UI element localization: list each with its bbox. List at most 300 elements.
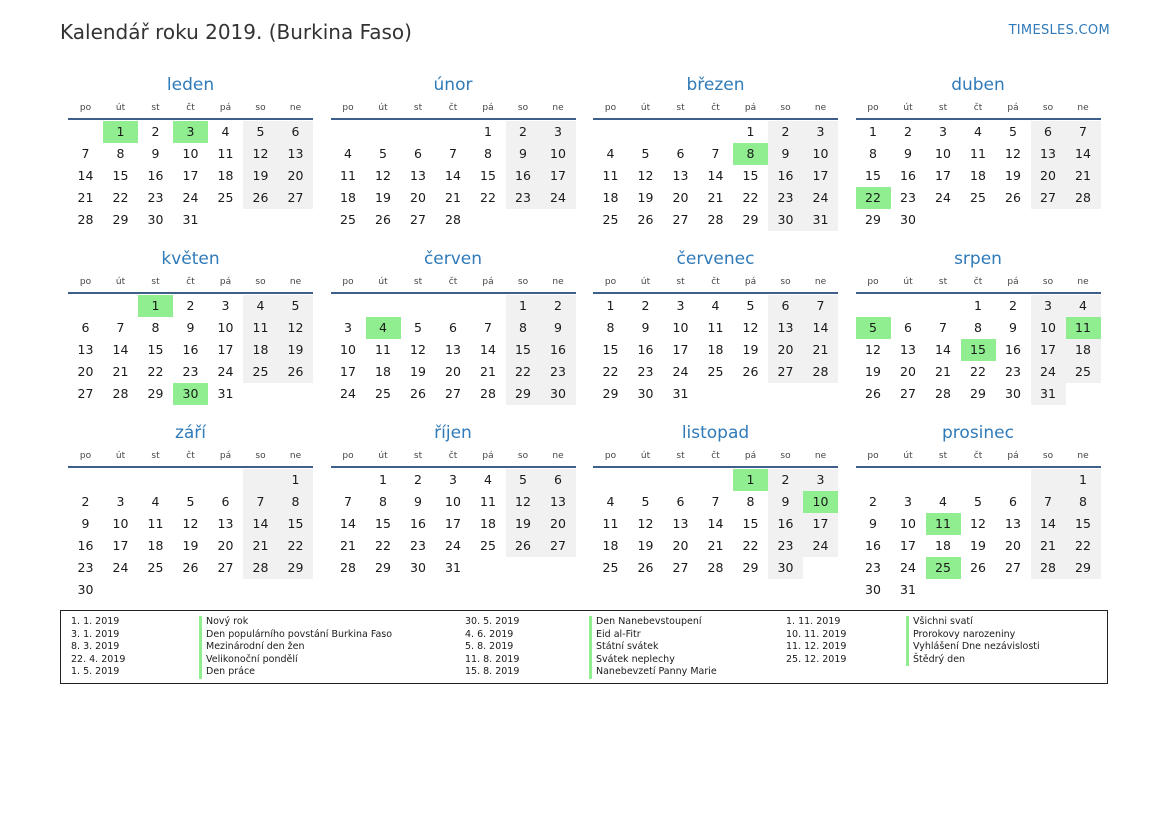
day-cell: 30: [865, 582, 881, 597]
day-cell: 7: [803, 295, 838, 317]
day-grid: [68, 120, 313, 231]
legend-holiday-name: Státní svátek: [589, 641, 717, 654]
empty-cell: [401, 121, 436, 143]
day-cell: 14: [935, 342, 951, 357]
weekday-label: po: [867, 277, 879, 287]
day-cell: 24: [340, 386, 356, 401]
day-cell: 7: [484, 320, 492, 335]
day-cell: 22: [742, 538, 759, 553]
empty-cell: [366, 295, 401, 317]
weekday-label: po: [79, 451, 92, 461]
day-cell: 30: [637, 386, 654, 401]
weekday-label: ne: [1077, 451, 1089, 461]
day-cell: 26: [243, 187, 278, 209]
empty-cell: [103, 469, 138, 491]
day-cell: 23: [1005, 364, 1021, 379]
empty-cell: [278, 579, 313, 601]
day-cell: 16: [147, 168, 164, 183]
day-cell: 14: [803, 317, 838, 339]
day-cell: 10: [541, 143, 576, 165]
legend-date: 15. 8. 2019: [465, 666, 520, 678]
weekday-label: čt: [448, 103, 458, 113]
day-cell: 15: [742, 516, 759, 531]
day-cell: 22: [375, 538, 391, 553]
day-cell: 2: [641, 298, 650, 313]
legend-date: 1. 11. 2019: [786, 616, 841, 627]
day-cell: 4: [151, 494, 160, 509]
weekday-label: so: [1042, 103, 1054, 113]
day-cell: 12: [375, 168, 391, 183]
weekday-label: út: [378, 103, 388, 113]
day-cell: 19: [182, 538, 199, 553]
day-grid: [331, 468, 576, 579]
weekday-label: pá: [744, 277, 757, 287]
weekday-label: st: [676, 451, 685, 461]
day-cell: 19: [637, 190, 654, 205]
day-cell: 3: [116, 494, 125, 509]
day-cell: 29: [970, 386, 986, 401]
day-cell: 16: [182, 342, 199, 357]
empty-cell: [663, 121, 698, 143]
day-cell: 15: [112, 168, 129, 183]
empty-cell: [208, 579, 243, 601]
day-cell: 20: [672, 190, 689, 205]
day-cell: 20: [900, 364, 916, 379]
month-name: červenec: [676, 249, 755, 269]
day-cell: 1: [484, 124, 492, 139]
day-cell: 29: [112, 212, 129, 227]
day-cell: 19: [375, 190, 391, 205]
weekday-label: čt: [973, 103, 983, 113]
month-duben: [856, 72, 1101, 246]
day-cell: 22: [1066, 535, 1101, 557]
day-cell: 20: [1031, 165, 1066, 187]
day-cell: 21: [803, 339, 838, 361]
day-cell: 22: [278, 535, 313, 557]
day-cell: 28: [1031, 557, 1066, 579]
empty-cell: [436, 295, 471, 317]
weekday-label: út: [378, 277, 388, 287]
day-cell: 15: [375, 516, 391, 531]
weekday-label: po: [867, 451, 879, 461]
day-cell: 1: [869, 124, 877, 139]
weekday-label: so: [780, 103, 791, 113]
weekday-label: po: [79, 103, 92, 113]
day-cell: 2: [1009, 298, 1017, 313]
day-cell: 12: [278, 317, 313, 339]
day-cell: 24: [900, 560, 916, 575]
empty-cell: [1031, 469, 1066, 491]
day-cell: 23: [768, 535, 803, 557]
day-cell: 26: [375, 212, 391, 227]
day-cell: 20: [1005, 538, 1021, 553]
empty-cell: [243, 469, 278, 491]
empty-cell: [436, 121, 471, 143]
day-cell: 27: [217, 560, 234, 575]
day-cell: 10: [340, 342, 356, 357]
empty-cell: [996, 469, 1031, 491]
day-cell: 24: [1031, 361, 1066, 383]
day-cell: 15: [147, 342, 164, 357]
weekday-label: po: [79, 277, 92, 287]
empty-cell: [663, 469, 698, 491]
day-cell: 6: [904, 320, 912, 335]
day-cell: 9: [81, 516, 90, 531]
day-cell: 4: [606, 494, 615, 509]
day-cell: 23: [541, 361, 576, 383]
day-cell: 5: [1009, 124, 1017, 139]
legend-holiday-name: Všichni svatí: [906, 616, 1040, 629]
day-cell: 29: [865, 212, 881, 227]
holiday-day-cell: 11: [926, 513, 961, 535]
day-cell: 20: [217, 538, 234, 553]
day-cell: 14: [77, 168, 94, 183]
weekday-header: [331, 98, 576, 120]
legend-date: 25. 12. 2019: [786, 653, 847, 665]
month-name: září: [174, 423, 207, 443]
weekday-label: čt: [973, 277, 983, 287]
weekday-label: pá: [744, 451, 757, 461]
empty-cell: [331, 469, 366, 491]
day-cell: 15: [278, 513, 313, 535]
holiday-day-cell: 4: [366, 317, 401, 339]
day-cell: 29: [1066, 557, 1101, 579]
day-cell: 24: [541, 187, 576, 209]
empty-cell: [1031, 579, 1066, 601]
day-cell: 4: [221, 124, 230, 139]
holiday-day-cell: 22: [856, 187, 891, 209]
weekday-label: čt: [186, 103, 195, 113]
weekday-label: pá: [744, 103, 757, 113]
day-cell: 10: [445, 494, 461, 509]
day-cell: 1: [278, 469, 313, 491]
day-cell: 20: [278, 165, 313, 187]
site-link[interactable]: TIMESLES.COM: [1008, 23, 1110, 38]
month-name: březen: [686, 75, 745, 95]
day-cell: 2: [768, 121, 803, 143]
day-cell: 17: [340, 364, 356, 379]
legend-date-column: [71, 616, 125, 679]
weekday-label: út: [378, 451, 388, 461]
day-cell: 25: [1066, 361, 1101, 383]
day-cell: 21: [243, 535, 278, 557]
day-cell: 12: [1005, 146, 1021, 161]
day-cell: 21: [112, 364, 129, 379]
day-cell: 24: [182, 190, 199, 205]
weekday-label: ne: [289, 451, 302, 461]
day-cell: 23: [182, 364, 199, 379]
weekday-header: [68, 98, 313, 120]
day-cell: 2: [186, 298, 195, 313]
day-cell: 8: [379, 494, 387, 509]
legend-name-column: [199, 616, 392, 679]
weekday-label: st: [938, 277, 948, 287]
day-cell: 17: [935, 168, 951, 183]
day-cell: 27: [541, 535, 576, 557]
day-grid: [856, 294, 1101, 405]
legend-holiday-name: Den populárního povstání Burkina Faso: [199, 629, 392, 642]
weekday-label: st: [151, 277, 160, 287]
day-cell: 26: [1005, 190, 1021, 205]
day-cell: 17: [217, 342, 234, 357]
day-cell: 4: [606, 146, 615, 161]
weekday-label: pá: [1007, 451, 1019, 461]
day-cell: 9: [151, 146, 160, 161]
month-prosinec: [856, 420, 1101, 597]
legend-holiday-name: Nový rok: [199, 616, 392, 629]
empty-cell: [961, 469, 996, 491]
day-cell: 17: [112, 538, 129, 553]
empty-cell: [173, 579, 208, 601]
day-cell: 28: [707, 560, 724, 575]
day-cell: 7: [344, 494, 352, 509]
month-červenec: [593, 246, 838, 420]
legend-date: 10. 11. 2019: [786, 628, 847, 640]
day-cell: 4: [344, 146, 352, 161]
day-cell: 7: [449, 146, 457, 161]
month-květen: [68, 246, 313, 420]
legend-date: 1. 1. 2019: [71, 616, 120, 627]
legend-date: 11. 8. 2019: [465, 653, 520, 665]
day-cell: 18: [970, 168, 986, 183]
empty-cell: [138, 579, 173, 601]
empty-cell: [471, 557, 506, 579]
day-cell: 15: [480, 168, 496, 183]
day-cell: 14: [112, 342, 129, 357]
day-cell: 21: [445, 190, 461, 205]
day-cell: 16: [77, 538, 94, 553]
day-cell: 27: [768, 361, 803, 383]
empty-cell: [278, 383, 313, 405]
month-name: srpen: [954, 249, 1002, 269]
day-cell: 9: [869, 516, 877, 531]
day-cell: 12: [637, 168, 654, 183]
day-cell: 14: [243, 513, 278, 535]
day-cell: 5: [641, 146, 650, 161]
day-cell: 18: [602, 538, 619, 553]
legend-holiday-name: Eid al-Fitr: [589, 629, 717, 642]
day-cell: 29: [742, 560, 759, 575]
legend-holiday-name: Den Nanebevstoupení: [589, 616, 717, 629]
day-cell: 25: [375, 386, 391, 401]
day-cell: 26: [637, 560, 654, 575]
day-cell: 9: [641, 320, 650, 335]
day-cell: 12: [865, 342, 881, 357]
empty-cell: [1066, 383, 1101, 405]
day-cell: 1: [606, 298, 615, 313]
day-cell: 12: [506, 491, 541, 513]
weekday-label: pá: [219, 103, 232, 113]
weekday-label: út: [115, 451, 126, 461]
weekday-label: st: [151, 103, 160, 113]
month-name: květen: [161, 249, 220, 269]
day-cell: 30: [77, 582, 94, 597]
month-leden: [68, 72, 313, 246]
day-cell: 24: [803, 535, 838, 557]
day-cell: 16: [900, 168, 916, 183]
day-grid: [593, 294, 838, 405]
day-cell: 25: [602, 212, 619, 227]
day-cell: 29: [278, 557, 313, 579]
day-grid: [856, 120, 1101, 231]
day-grid: [68, 294, 313, 405]
day-cell: 29: [147, 386, 164, 401]
day-cell: 20: [410, 190, 426, 205]
legend-date-column: [786, 616, 846, 666]
day-cell: 11: [217, 146, 234, 161]
day-cell: 19: [243, 165, 278, 187]
legend-date: 5. 8. 2019: [465, 641, 514, 653]
day-cell: 14: [480, 342, 496, 357]
weekday-label: pá: [1007, 103, 1019, 113]
day-cell: 2: [768, 469, 803, 491]
day-cell: 23: [77, 560, 94, 575]
day-cell: 30: [1005, 386, 1021, 401]
weekday-label: po: [604, 277, 617, 287]
day-cell: 29: [602, 386, 619, 401]
day-cell: 28: [803, 361, 838, 383]
day-cell: 31: [182, 212, 199, 227]
day-cell: 13: [445, 342, 461, 357]
weekday-label: čt: [186, 451, 195, 461]
weekday-label: so: [255, 451, 266, 461]
weekday-label: so: [255, 277, 266, 287]
weekday-label: út: [903, 277, 913, 287]
day-cell: 3: [803, 121, 838, 143]
weekday-label: so: [780, 277, 791, 287]
day-cell: 23: [768, 187, 803, 209]
holiday-day-cell: 1: [733, 469, 768, 491]
empty-cell: [803, 557, 838, 579]
day-cell: 4: [243, 295, 278, 317]
day-cell: 27: [445, 386, 461, 401]
day-cell: 26: [742, 364, 759, 379]
day-cell: 27: [1031, 187, 1066, 209]
day-cell: 21: [1066, 165, 1101, 187]
weekday-label: po: [342, 103, 354, 113]
day-cell: 5: [186, 494, 195, 509]
day-cell: 3: [904, 494, 912, 509]
day-cell: 9: [768, 491, 803, 513]
day-cell: 3: [803, 469, 838, 491]
day-cell: 28: [1066, 187, 1101, 209]
legend-holiday-name: Den práce: [199, 666, 392, 679]
day-cell: 29: [742, 212, 759, 227]
day-cell: 29: [375, 560, 391, 575]
day-grid: [68, 468, 313, 601]
legend-name-column: [906, 616, 1040, 666]
day-cell: 25: [480, 538, 496, 553]
day-grid: [331, 294, 576, 405]
weekday-label: ne: [814, 277, 827, 287]
weekday-label: ne: [814, 451, 827, 461]
holiday-day-cell: 1: [103, 121, 138, 143]
day-cell: 5: [243, 121, 278, 143]
day-cell: 11: [147, 516, 164, 531]
day-cell: 18: [375, 364, 391, 379]
day-cell: 16: [1005, 342, 1021, 357]
day-cell: 11: [602, 516, 619, 531]
day-cell: 30: [147, 212, 164, 227]
weekday-label: čt: [711, 451, 720, 461]
day-cell: 16: [506, 165, 541, 187]
day-cell: 9: [768, 143, 803, 165]
empty-cell: [698, 383, 733, 405]
day-cell: 8: [606, 320, 615, 335]
empty-cell: [926, 209, 961, 231]
holiday-day-cell: 11: [1066, 317, 1101, 339]
day-cell: 15: [506, 339, 541, 361]
day-cell: 22: [480, 190, 496, 205]
month-září: [68, 420, 313, 597]
holiday-day-cell: 5: [856, 317, 891, 339]
day-cell: 25: [147, 560, 164, 575]
weekday-label: čt: [973, 451, 983, 461]
day-cell: 1: [1066, 469, 1101, 491]
weekday-label: út: [115, 103, 126, 113]
weekday-label: pá: [1007, 277, 1019, 287]
day-cell: 22: [602, 364, 619, 379]
day-cell: 31: [900, 582, 916, 597]
empty-cell: [628, 121, 663, 143]
empty-cell: [891, 295, 926, 317]
day-cell: 17: [803, 513, 838, 535]
day-cell: 2: [541, 295, 576, 317]
empty-cell: [1066, 579, 1101, 601]
day-cell: 20: [77, 364, 94, 379]
day-cell: 10: [900, 516, 916, 531]
day-cell: 31: [445, 560, 461, 575]
day-cell: 28: [243, 557, 278, 579]
month-červen: [331, 246, 576, 420]
holiday-day-cell: 25: [926, 557, 961, 579]
day-cell: 3: [344, 320, 352, 335]
weekday-label: st: [676, 103, 685, 113]
month-name: červen: [423, 249, 483, 269]
day-cell: 19: [506, 513, 541, 535]
day-cell: 15: [742, 168, 759, 183]
legend-holiday-name: Prorokovy narozeniny: [906, 629, 1040, 642]
day-cell: 2: [151, 124, 160, 139]
day-cell: 6: [676, 494, 685, 509]
day-cell: 13: [672, 516, 689, 531]
weekday-label: so: [517, 103, 529, 113]
day-cell: 13: [900, 342, 916, 357]
weekday-header: [68, 446, 313, 468]
day-cell: 3: [1031, 295, 1066, 317]
weekday-label: út: [640, 103, 651, 113]
empty-cell: [331, 121, 366, 143]
holiday-day-cell: 10: [803, 491, 838, 513]
day-cell: 18: [707, 342, 724, 357]
legend-holiday-name: Nanebevzetí Panny Marie: [589, 666, 717, 679]
day-cell: 14: [1066, 143, 1101, 165]
month-name: duben: [951, 75, 1005, 95]
empty-cell: [593, 121, 628, 143]
day-cell: 21: [480, 364, 496, 379]
day-cell: 13: [410, 168, 426, 183]
day-cell: 31: [217, 386, 234, 401]
day-cell: 27: [278, 187, 313, 209]
weekday-label: čt: [448, 277, 458, 287]
day-cell: 13: [768, 317, 803, 339]
day-cell: 28: [340, 560, 356, 575]
empty-cell: [961, 579, 996, 601]
weekday-header: [856, 272, 1101, 294]
legend-date: 22. 4. 2019: [71, 653, 126, 665]
day-cell: 12: [410, 342, 426, 357]
day-cell: 10: [112, 516, 129, 531]
